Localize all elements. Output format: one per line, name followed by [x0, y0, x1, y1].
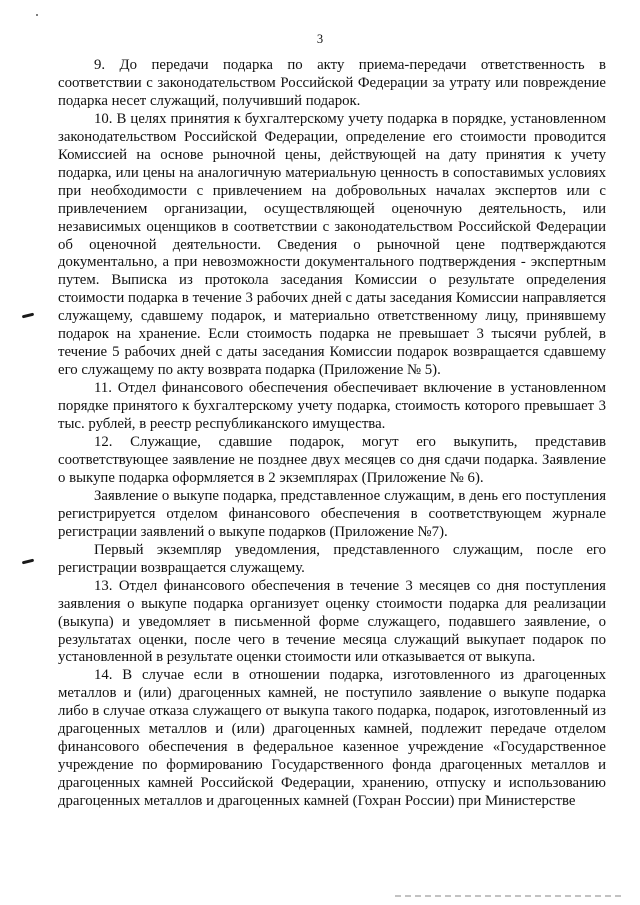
margin-mark — [22, 559, 34, 565]
margin-mark — [22, 313, 34, 319]
scan-dot — [36, 14, 38, 16]
paragraph-13: 13. Отдел финансового обеспечения в течение 3 месяцев со дня поступления заявления о выкупе подарка организует оценку стоимости подарка для реализации (выкупа) и уведомляет в письменной форме служащего, подавшего заявление, о результатах оценки, после чего в течение месяца служащий выкупает подарок по установленной в результате оценки стоимости или отказывается от выкупа. — [58, 577, 606, 666]
paragraph-11: 11. Отдел финансового обеспечения обеспечивает включение в установленном порядке принятого к бухгалтерскому учету подарка, стоимость которого превышает 3 тыс. рублей, в реестр республиканского имущества. — [58, 380, 606, 433]
document-body — [58, 57, 606, 811]
scan-edge-line — [395, 895, 625, 897]
paragraph-10: 10. В целях принятия к бухгалтерскому учету подарка в порядке, установленном законодательством Российской Федерации, определение его стоимости проводится Комиссией на основе рыночной цены, действующей на дату принятия к учету подарка, или цены на аналогичную материальную ценность в сопоставимых условиях при необходимости с привлечением на добровольных началах экспертов или с привлечением организации, осуществляющей оценочную деятельность, или независимых оценщиков в соответствии с законодательством Российской Федерации об оценочной деятельности. Сведения о рыночной цене подтверждаются документально, а при невозможности документального подтверждения - экспертным путем. Выписка из протокола заседания Комиссии о результате определения стоимости подарка в течение 3 рабочих дней с даты заседания Комиссии направляется служащему, сдавшему подарок, и материально ответственному лицу, принявшему подарок на хранение. Если стоимость подарка не превышает 3 тысячи рублей, в течение 5 рабочих дней с даты заседания Комиссии подарок возвращается сдавшему его служащему по акту возврата подарка (Приложение № 5). — [58, 110, 606, 379]
page-number: 3 — [316, 32, 324, 46]
paragraph-14: 14. В случае если в отношении подарка, изготовленного из драгоценных металлов и (или) драгоценных камней, не поступило заявление о выкупе подарка либо в случае отказа служащего от выкупа такого подарка, подарок, изготовленный из драгоценных металлов и (или) драгоценных камней, подлежит передаче отделом финансового обеспечения в федеральное казенное учреждение «Государственное учреждение по формированию Государственного фонда драгоценных металлов и драгоценных камней Российской Федерации, хранению, отпуску и использованию драгоценных металлов и драгоценных камней (Гохран России) при Министерстве — [58, 667, 606, 810]
paragraph-12: 12. Служащие, сдавшие подарок, могут его выкупить, представив соответствующее заявление не позднее двух месяцев со дня сдачи подарка. Заявление о выкупе подарка оформляется в 2 экземплярах (Приложение № 6). — [58, 434, 606, 486]
paragraph-9: 9. До передачи подарка по акту приема-передачи ответственность в соответствии с законодательством Российской Федерации за утрату или повреждение подарка несет служащий, получивший подарок. — [58, 57, 606, 109]
paragraph-12-registration: Заявление о выкупе подарка, представленное служащим, в день его поступления регистрируется отделом финансового обеспечения в соответствующем журнале регистрации заявлений о выкупе подарков (Приложение №7). — [58, 487, 606, 540]
paragraph-12-first-copy: Первый экземпляр уведомления, представленного служащим, после его регистрации возвращается служащему. — [58, 541, 606, 576]
